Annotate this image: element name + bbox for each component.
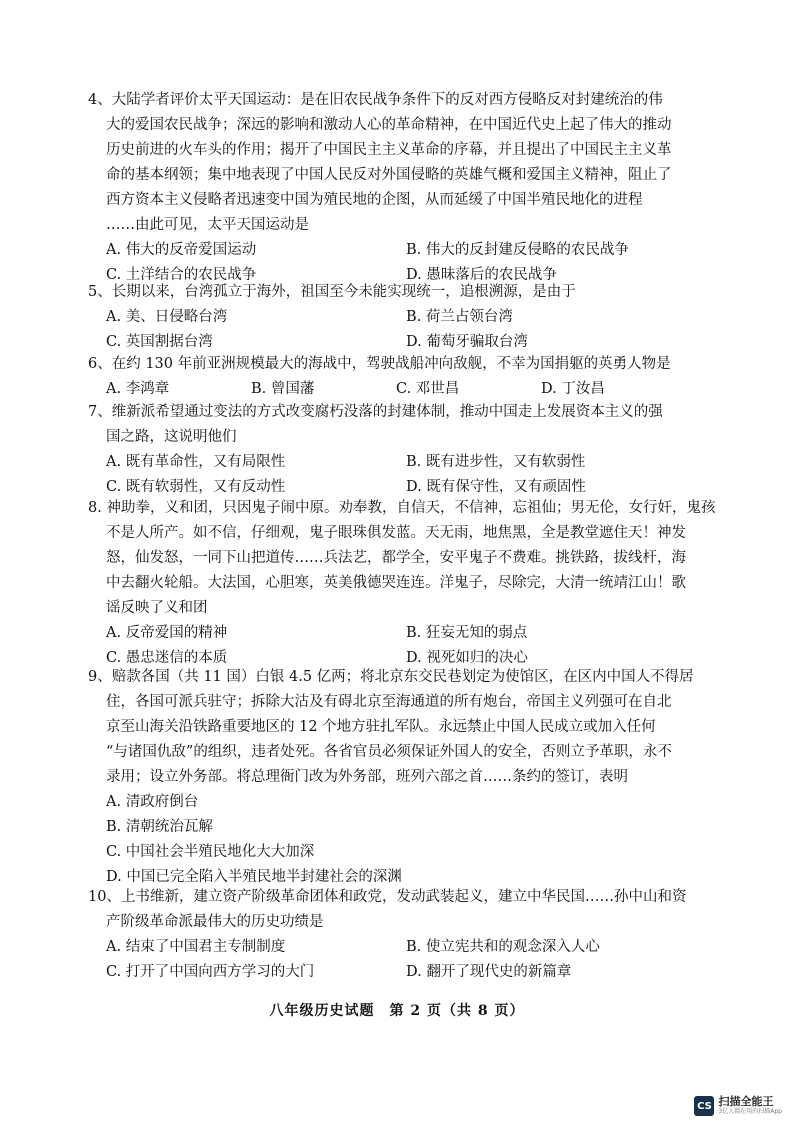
question-7	[88, 400, 748, 500]
stem-line: 怒，仙发怒，一同下山把道传……兵法艺，都学全，安平鬼子不费难。挑铁路，拔线杆，海	[106, 550, 686, 566]
option-a: A. 美、日侵略台湾	[106, 309, 228, 325]
stem-line: 历史前进的火车头的作用；揭开了中国民主主义革命的序幕，并且提出了中国民主主义革	[106, 142, 672, 158]
options	[88, 377, 748, 402]
options	[88, 305, 748, 355]
stem-line: 住，各国可派兵驻守；拆除大沽及有碍北京至海通道的所有炮台，帝国主义列强可在自北	[106, 694, 672, 710]
option-d: D. 丁汝昌	[541, 381, 605, 397]
stem-line: 9、赔款各国（共 11 国）白银 4.5 亿两；将北京东交民巷划定为使馆区，在区内中国人不得居	[88, 669, 694, 685]
option-b: B. 清朝统治瓦解	[106, 819, 213, 835]
stem-line: 国之路，这说明他们	[106, 429, 237, 445]
stem-line: “与诸国仇敌”的组织，违者处死。各省官员必须保证外国人的安全，否则立予革职，永不	[106, 744, 672, 760]
option-d: D. 翻开了现代史的新篇章	[406, 964, 572, 980]
options	[88, 935, 748, 985]
question-10	[88, 885, 748, 985]
stem-line: 6、在约 130 年前亚洲规模最大的海战中，驾驶战船冲向敌舰，不幸为国捐躯的英勇人物是	[88, 356, 671, 372]
stem-line: 谣反映了义和团	[106, 600, 208, 616]
stem-line: 大的爱国农民战争；深远的影响和激动人心的革命精神，在中国近代史上起了伟大的推动	[106, 117, 672, 133]
option-a: A. 既有革命性，又有局限性	[106, 454, 286, 470]
stem-line: 录用；设立外务部。将总理衙门改为外务部，班列六部之首……条约的签订，表明	[106, 769, 628, 785]
question-stem	[88, 885, 748, 935]
question-stem	[88, 496, 748, 621]
question-stem	[88, 665, 748, 790]
option-d: D. 中国已完全陷入半殖民地半封建社会的深渊	[106, 869, 402, 885]
option-b: B. 伟大的反封建反侵略的农民战争	[406, 242, 629, 258]
question-stem	[88, 280, 748, 305]
question-5	[88, 280, 748, 355]
option-a: A. 李鸿章	[106, 381, 170, 397]
option-c: C. 打开了中国向西方学习的大门	[106, 964, 315, 980]
option-a: A. 反帝爱国的精神	[106, 625, 228, 641]
question-stem	[88, 400, 748, 450]
stem-line: 中去翻火轮船。大法国，心胆寒，英美俄德哭连连。洋鬼子，尽除完，大清一统靖江山！歌	[106, 575, 686, 591]
stem-line: 8. 神助拳，义和团，只因鬼子闹中原。劝奉教，自信天，不信神，忘祖仙；男无伦，女行奸，鬼孩	[88, 500, 716, 516]
question-9	[88, 665, 748, 890]
option-c: C. 中国社会半殖民地化大大加深	[106, 844, 315, 860]
option-d: D. 葡萄牙骗取台湾	[406, 334, 528, 350]
question-4	[88, 88, 748, 288]
option-c: C. 土洋结合的农民战争	[106, 267, 257, 283]
option-b: B. 狂妄无知的弱点	[406, 625, 528, 641]
question-stem	[88, 88, 748, 238]
stem-line: 不是人所产。如不信，仔细观，鬼子眼珠俱发蓝。天无雨，地焦黑，全是教堂遮住天！神发	[106, 525, 686, 541]
stem-line: 命的基本纲领；集中地表现了中国人民反对外国侵略的英雄气概和爱国主义精神，阻止了	[106, 167, 672, 183]
option-a: A. 伟大的反帝爱国运动	[106, 242, 257, 258]
stem-line: 4、大陆学者评价太平天国运动：是在旧农民战争条件下的反对西方侵略反对封建统治的伟	[88, 92, 663, 108]
option-c: C. 邓世昌	[396, 381, 460, 397]
question-8	[88, 496, 748, 671]
option-d: D. 视死如归的决心	[406, 650, 528, 666]
option-b: B. 荷兰占领台湾	[406, 309, 513, 325]
option-a: A. 结束了中国君主专制制度	[106, 939, 286, 955]
option-c: C. 既有软弱性，又有反动性	[106, 479, 286, 495]
options	[88, 790, 748, 890]
question-stem	[88, 352, 748, 377]
options	[88, 450, 748, 500]
watermark-title: 扫描全能王	[718, 1095, 774, 1108]
stem-line: 5、长期以来，台湾孤立于海外，祖国至今未能实现统一，追根溯源，是由于	[88, 284, 576, 300]
option-b: B. 既有进步性，又有软弱性	[406, 454, 586, 470]
stem-line: 10、上书维新，建立资产阶级革命团体和政党，发动武装起义，建立中华民国……孙中山和资	[88, 889, 687, 905]
watermark-subtitle: 3亿人都在用的扫描App	[718, 1108, 782, 1115]
stem-line: 京至山海关沿铁路重要地区的 12 个地方驻扎军队。永远禁止中国人民成立或加入任何	[106, 719, 656, 735]
option-b: B. 使立宪共和的观念深入人心	[406, 939, 600, 955]
scanner-watermark	[694, 1096, 782, 1116]
camscanner-logo-icon: CS	[694, 1096, 714, 1116]
option-d: D. 既有保守性，又有顽固性	[406, 479, 586, 495]
options	[88, 621, 748, 671]
stem-line: ……由此可见，太平天国运动是	[106, 217, 309, 233]
option-c: C. 英国割据台湾	[106, 334, 213, 350]
option-c: C. 愚忠迷信的本质	[106, 650, 228, 666]
stem-line: 产阶级革命派最伟大的历史功绩是	[106, 914, 324, 930]
option-d: D. 愚昧落后的农民战争	[406, 267, 557, 283]
page-footer: 八年级历史试题 第 2 页（共 8 页）	[269, 1003, 525, 1019]
option-b: B. 曾国藩	[251, 381, 315, 397]
stem-line: 西方资本主义侵略者迅速变中国为殖民地的企图，从而延缓了中国半殖民地化的进程	[106, 192, 643, 208]
question-6	[88, 352, 748, 402]
stem-line: 7、维新派希望通过变法的方式改变腐朽没落的封建体制，推动中国走上发展资本主义的强	[88, 404, 663, 420]
option-a: A. 清政府倒台	[106, 794, 199, 810]
